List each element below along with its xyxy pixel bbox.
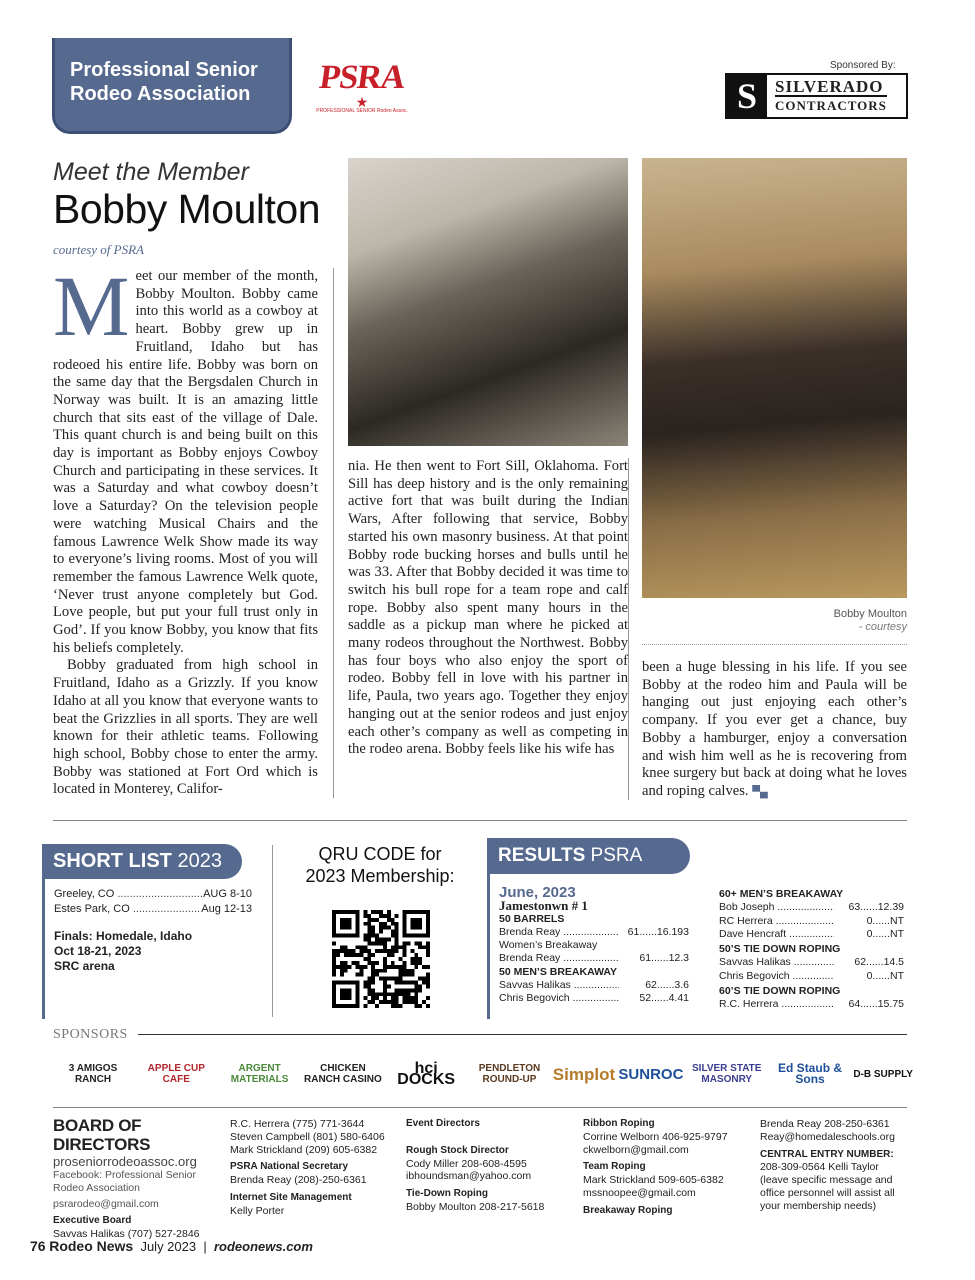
drop-cap: M bbox=[53, 258, 130, 354]
result-values: 0......NT bbox=[866, 969, 904, 982]
paragraph: eet our member of the month, Bobby Moulton. Bobby came into this world as a cowboy at heart. Bobby grew up in Fruitland, Idaho but has rodeoed his entire life. Bobby was born on the same day that the Bergsdalen Church in Norway was built. It is an amazing little church that sits east of the village of Dale. This quant church is and being built on this day is important as Bobby enjoys Cowboy Church and participating in these services. It was a Saturday and what cowboy doesn’t love a Saturday? On the television people were watching Musical Chairs and the famous Lawrence Welk Show made its way to everyone’s living rooms. Most of you will remember the famous Lawrence Welk quote, ‘Never trust anyone completely but God. Love people, but put your full trust only in God’. If you know Bobby, you know that fits his beliefs completely. bbox=[53, 268, 318, 656]
paragraph: nia. He then went to Fort Sill, Oklahoma. Fort Sill has deep history and is the only remaining active fort that was built during the Indian Wars, After following that service, Bobby started his own masonry business. At that point Bobby rode bucking horses and bulls until he was 33. After that Bobby decided it was time to switch his bull rope for a team rope and calf rope. Bobby also spent many hours in the saddle as a pickup man where he picked at many rodeos throughout the Northwest. Bobby has four boys who also enjoy the sport of rodeo. Bobby fell in love with his partner in life, Paula, two years ago. Together they enjoy hanging out at the senior rodeos and just enjoy each other’s company as well as competing in the rodeo arena. Bobby feels like his wife has bbox=[348, 458, 628, 758]
result-values: 61......16.193 bbox=[627, 925, 689, 938]
result-score: 52 bbox=[639, 992, 652, 1005]
section-divider bbox=[53, 820, 907, 821]
secretary-label: PSRA National Secretary bbox=[230, 1161, 349, 1173]
result-row bbox=[499, 952, 689, 965]
result-row bbox=[719, 901, 904, 914]
result-time: NT bbox=[890, 914, 904, 927]
team-roping-label: Team Roping bbox=[583, 1161, 646, 1173]
result-time: 12.3 bbox=[668, 952, 689, 965]
result-time: 16.193 bbox=[656, 925, 689, 938]
results-title-suffix: PSRA bbox=[590, 845, 643, 866]
magazine-site-link[interactable]: rodeonews.com bbox=[213, 1239, 313, 1254]
sponsor-logos bbox=[53, 1050, 913, 1098]
results-subcategory: Women’s Breakaway bbox=[499, 939, 598, 952]
ribbon-roping-contact: Corrine Welborn 406-925-9797 bbox=[583, 1130, 728, 1143]
exec-board-contact: Savvas Halikas (707) 527-2846 bbox=[53, 1228, 200, 1241]
result-values: 0......NT bbox=[866, 927, 904, 940]
result-score: 64 bbox=[848, 998, 861, 1011]
board-column-2 bbox=[230, 1118, 400, 1218]
result-row bbox=[719, 915, 904, 928]
results-category: 50 MEN’S BREAKAWAY bbox=[499, 965, 618, 978]
magazine-name: Rodeo News bbox=[49, 1238, 134, 1254]
result-score: 0 bbox=[866, 914, 873, 927]
secretary-contact: Brenda Reay (208)-250-6361 bbox=[230, 1174, 367, 1187]
sponsor-logo: Ed Staub & Sons bbox=[778, 1061, 843, 1086]
result-score: 62 bbox=[854, 956, 867, 969]
board-column-4 bbox=[583, 1118, 753, 1218]
article-column-3 bbox=[642, 659, 907, 802]
result-values: 62......3.6 bbox=[645, 979, 689, 992]
sponsor-logo: 3 AMIGOS RANCH bbox=[68, 1063, 118, 1085]
tie-down-label: Tie-Down Roping bbox=[406, 1188, 489, 1200]
psra-logo-subtext: PROFESSIONAL SENIOR Rodeo Assoc. bbox=[316, 108, 408, 114]
sponsor-logo: SUNROC bbox=[618, 1065, 684, 1083]
list-item-date: Aug 12-13 bbox=[201, 903, 252, 915]
result-name: R.C. Herrera ..... bbox=[719, 998, 834, 1011]
breakaway-contact: Brenda Reay 208-250-6361 bbox=[760, 1118, 890, 1130]
result-row bbox=[499, 992, 689, 1005]
result-score: 61 bbox=[639, 952, 652, 965]
results-category: 50’S TIE DOWN ROPING bbox=[719, 943, 841, 956]
silverado-name: SILVERADO bbox=[775, 78, 887, 97]
result-values: 52......4.41 bbox=[639, 992, 689, 1005]
result-time: 15.75 bbox=[877, 998, 904, 1011]
results-title: RESULTS bbox=[498, 845, 586, 866]
result-values: 63......12.39 bbox=[848, 901, 904, 914]
result-name: Bob Joseph ..... bbox=[719, 901, 834, 914]
article-title: Bobby Moulton bbox=[53, 186, 321, 232]
result-row bbox=[499, 979, 689, 992]
sponsor-logo: PENDLETON ROUND-UP bbox=[478, 1063, 541, 1085]
list-item-place: Greeley, CO ..... bbox=[54, 887, 203, 902]
footer-separator: | bbox=[203, 1239, 207, 1254]
result-time: NT bbox=[890, 969, 904, 982]
results-banner bbox=[487, 838, 690, 874]
rough-stock-email: ibhoundsman@yahoo.com bbox=[406, 1170, 532, 1183]
board-member: R.C. Herrera (775) 771-3644 bbox=[230, 1118, 365, 1130]
rough-stock-label: Rough Stock Director bbox=[406, 1144, 509, 1156]
silverado-sub: CONTRACTORS bbox=[775, 98, 887, 113]
result-name: RC Herrera ..... bbox=[719, 915, 834, 928]
result-name: Brenda Reay ..... bbox=[499, 952, 619, 965]
short-list-title: SHORT LIST bbox=[53, 850, 172, 872]
tie-down-contact: Bobby Moulton 208-217-5618 bbox=[406, 1200, 545, 1213]
sponsor-logo: APPLE CUP CAFE bbox=[147, 1063, 205, 1085]
page-footer bbox=[30, 1238, 313, 1254]
ribbon-roping-email: ckwelborn@gmail.com bbox=[583, 1143, 689, 1156]
short-list-box bbox=[42, 879, 252, 1019]
bronc-riding-photo bbox=[348, 158, 628, 446]
result-name: Chris Begovich ..... bbox=[499, 992, 619, 1005]
paragraph: Bobby graduated from high school in Fruitland, Idaho as a Grizzly. If you know Idaho at all you know that everyone wants to beat the Grizzlies in all sports. They are well known for their athletic teams. Following high school, Bobby chose to enter the army. Bobby was stationed at Fort Ord which is located in Monterey, Califor- bbox=[53, 657, 318, 798]
caption-name: Bobby Moulton bbox=[833, 608, 907, 620]
finals-line: SRC arena bbox=[54, 959, 115, 973]
psra-logo-text: PSRA bbox=[317, 59, 408, 96]
sponsored-by-label: Sponsored By: bbox=[830, 60, 896, 71]
membership-qr-code[interactable] bbox=[332, 910, 430, 1008]
org-header-box bbox=[52, 38, 292, 134]
finals-line: Oct 18-21, 2023 bbox=[54, 944, 142, 958]
silverado-logo bbox=[725, 73, 908, 119]
result-score: 62 bbox=[645, 979, 657, 992]
column-divider bbox=[628, 458, 629, 800]
board-member: Steven Campbell (801) 580-6406 bbox=[230, 1130, 385, 1143]
board-email[interactable]: psrarodeo@gmail.com bbox=[53, 1197, 159, 1210]
sponsor-logo: D-B SUPPLY bbox=[853, 1068, 913, 1080]
rough-stock-contact: Cody Miller 208-608-4595 bbox=[406, 1157, 527, 1170]
sponsors-label: SPONSORS bbox=[53, 1027, 128, 1042]
result-values: 62......14.5 bbox=[854, 956, 904, 969]
results-right-column bbox=[719, 888, 904, 1012]
result-name: Savvas Halikas ..... bbox=[499, 979, 619, 992]
result-score: 63 bbox=[848, 901, 861, 914]
result-name: Brenda Reay ..... bbox=[499, 926, 619, 939]
section-divider bbox=[53, 1107, 907, 1108]
end-mark-icon: ▀▄ bbox=[752, 785, 768, 798]
result-score: 0 bbox=[866, 969, 873, 982]
ribbon-roping-label: Ribbon Roping bbox=[583, 1118, 655, 1129]
results-left-column bbox=[499, 886, 689, 1006]
psra-logo bbox=[312, 60, 412, 124]
star-icon: ★ bbox=[355, 94, 369, 110]
org-name-line1: Professional Senior bbox=[70, 59, 258, 81]
article-column-2 bbox=[348, 458, 628, 759]
article-column-1 bbox=[53, 258, 318, 799]
sponsor-logo: hci DOCKS bbox=[397, 1060, 456, 1088]
results-category: 60+ MEN’S BREAKAWAY bbox=[719, 888, 844, 900]
internet-label: Internet Site Management bbox=[230, 1191, 352, 1203]
sponsor-logo: ARGENT MATERIALS bbox=[230, 1063, 289, 1085]
list-item bbox=[54, 887, 252, 902]
result-score: 0 bbox=[866, 927, 873, 940]
sponsor-logo: SILVER STATE MASONRY bbox=[692, 1063, 762, 1085]
short-list-banner bbox=[42, 844, 242, 879]
list-item-place: Estes Park, CO ..... bbox=[54, 902, 201, 917]
results-month: June, 2023 bbox=[499, 884, 576, 901]
finals-info bbox=[54, 929, 252, 974]
org-name-line2: Rodeo Association bbox=[70, 83, 251, 105]
bobby-on-horse-photo bbox=[642, 158, 907, 598]
result-row bbox=[719, 998, 904, 1011]
photo-caption bbox=[760, 608, 907, 634]
list-item-date: AUG 8-10 bbox=[203, 888, 252, 900]
silverado-mark: S bbox=[727, 75, 767, 117]
result-time: 4.41 bbox=[668, 992, 689, 1005]
team-roping-email: mssnoopee@gmail.com bbox=[583, 1186, 696, 1199]
result-score: 61 bbox=[627, 925, 640, 938]
exec-board-label: Executive Board bbox=[53, 1215, 132, 1227]
results-event: Jamestonwn # 1 bbox=[499, 898, 588, 914]
result-row bbox=[719, 970, 904, 983]
result-values: 0......NT bbox=[866, 914, 904, 927]
board-title: BOARD OF DIRECTORS bbox=[53, 1116, 151, 1154]
event-directors-label: Event Directors bbox=[406, 1118, 480, 1129]
column-divider bbox=[333, 268, 334, 798]
result-name: Chris Begovich ..... bbox=[719, 970, 834, 983]
short-list-year: 2023 bbox=[177, 850, 222, 872]
result-row bbox=[719, 928, 904, 941]
results-category: 50 BARRELS bbox=[499, 912, 565, 925]
caption-divider bbox=[642, 644, 907, 645]
board-column-3 bbox=[406, 1118, 576, 1214]
result-name: Savvas Halikas ..... bbox=[719, 956, 834, 969]
result-values: 61......12.3 bbox=[639, 952, 689, 965]
internet-contact: Kelly Porter bbox=[230, 1204, 285, 1217]
qr-title bbox=[285, 843, 475, 887]
result-name: Dave Hencraft ..... bbox=[719, 928, 834, 941]
result-row bbox=[499, 926, 689, 939]
board-column-5 bbox=[760, 1118, 910, 1213]
list-item bbox=[54, 902, 252, 917]
result-values: 64......15.75 bbox=[848, 998, 904, 1011]
sponsors-rule bbox=[138, 1034, 907, 1035]
paragraph: been a huge blessing in his life. If you see Bobby at the rodeo him and Paula will be hanging out just enjoying each other’s company. If you ever get a chance, buy Bobby a hamburger, enjoy a conversation and wish him well as he is recovering from knee surgery but back at doing what he loves and roping calves. bbox=[642, 659, 907, 799]
caption-credit: - courtesy bbox=[858, 621, 907, 633]
board-facebook: Facebook: Professional Senior Rodeo Association bbox=[53, 1169, 196, 1194]
sponsor-logo: Simplot bbox=[552, 1064, 616, 1084]
sponsor-logo: CHICKEN RANCH CASINO bbox=[304, 1063, 382, 1085]
article-credit: courtesy of PSRA bbox=[53, 242, 144, 257]
breakaway-label: Breakaway Roping bbox=[583, 1204, 673, 1216]
board-website-link[interactable]: proseniorrodeoassoc.org bbox=[53, 1154, 197, 1169]
result-row bbox=[719, 956, 904, 969]
result-time: 14.5 bbox=[883, 956, 904, 969]
qr-title-line: QRU CODE for bbox=[318, 844, 442, 864]
result-time: NT bbox=[890, 927, 904, 940]
central-entry-contact: 208-309-0564 Kelli Taylor (leave specific message and office personnel will assist all your membership needs) bbox=[760, 1161, 895, 1212]
column-divider bbox=[272, 845, 273, 1017]
page-number: 76 bbox=[30, 1238, 46, 1254]
issue-date: July 2023 bbox=[140, 1239, 197, 1254]
board-member: Mark Strickland (209) 605-6382 bbox=[230, 1143, 378, 1156]
breakaway-email: Reay@homedaleschools.org bbox=[760, 1130, 895, 1143]
qr-title-line: 2023 Membership: bbox=[305, 866, 455, 886]
results-category: 60’S TIE DOWN ROPING bbox=[719, 985, 841, 998]
result-time: 3.6 bbox=[674, 979, 689, 992]
results-box bbox=[487, 874, 907, 1019]
finals-line: Finals: Homedale, Idaho bbox=[54, 929, 193, 943]
team-roping-contact: Mark Strickland 509-605-6382 bbox=[583, 1174, 724, 1187]
central-entry-label: CENTRAL ENTRY NUMBER: bbox=[760, 1148, 894, 1160]
article-kicker: Meet the Member bbox=[53, 158, 249, 186]
board-column-1 bbox=[53, 1116, 218, 1241]
result-time: 12.39 bbox=[877, 901, 904, 914]
